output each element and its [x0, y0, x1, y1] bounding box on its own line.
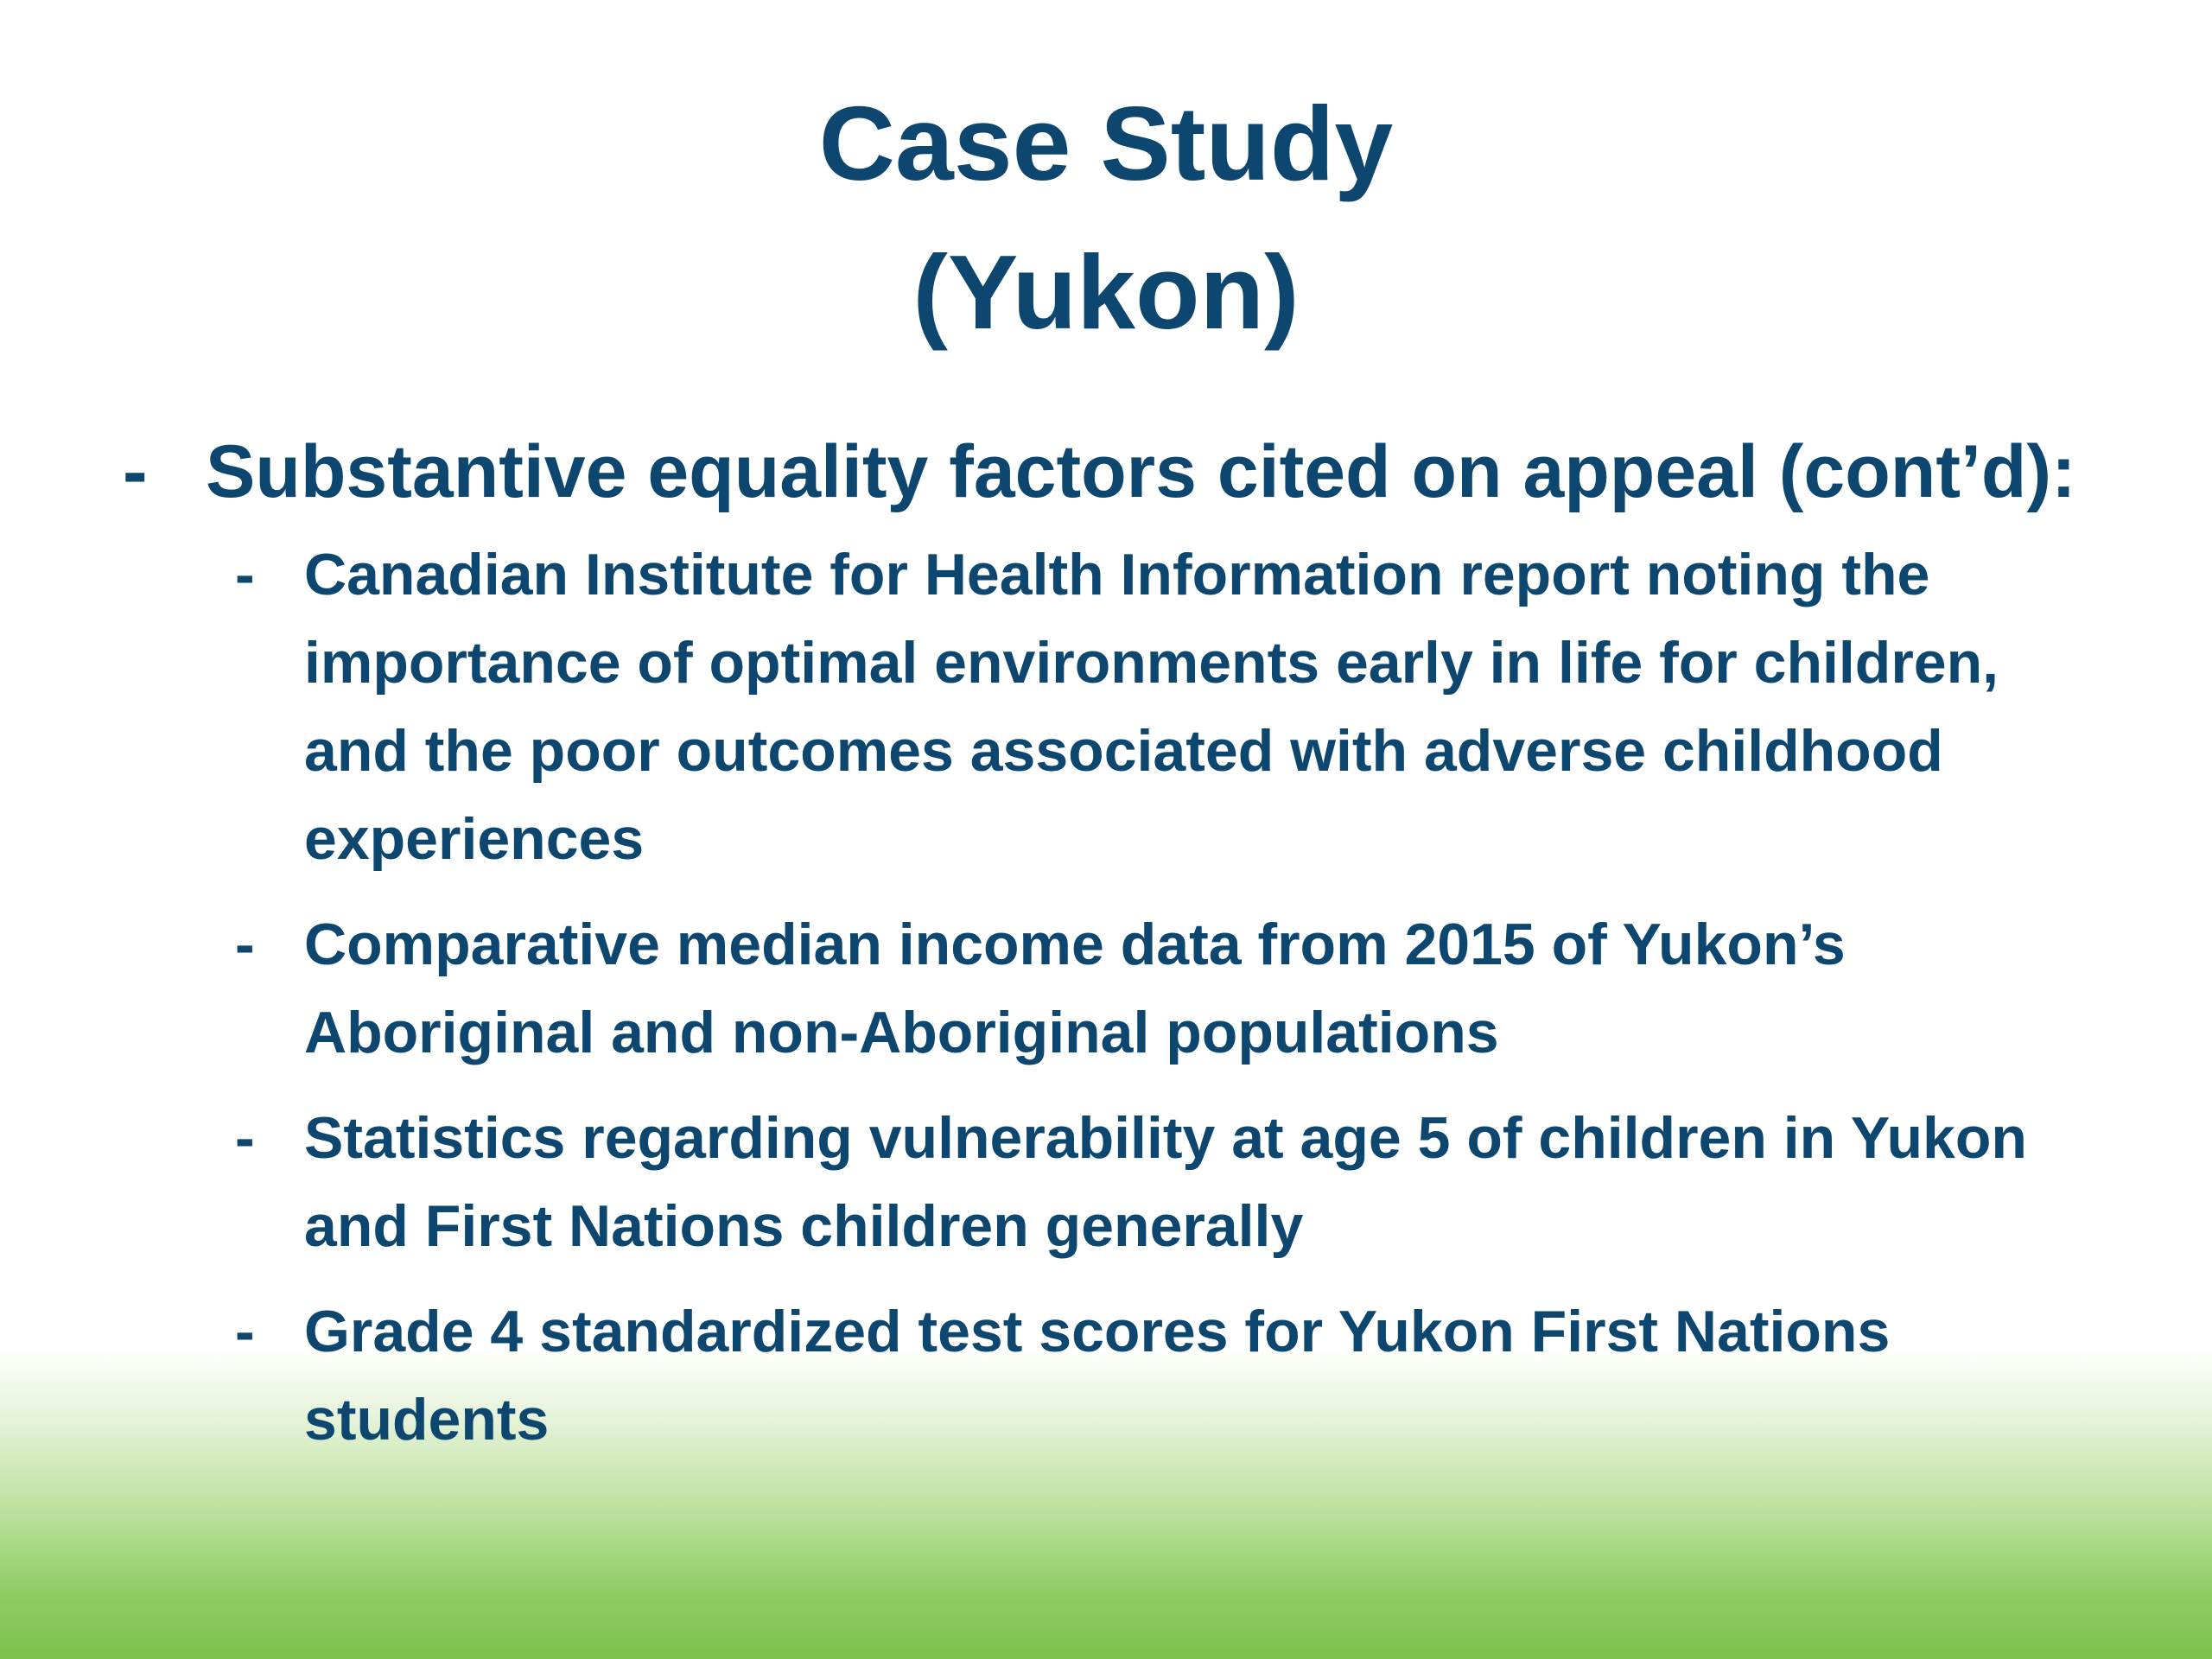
sub-bullet-text: Statistics regarding vulnerability at age 5 of children in Yukon and First Nations children generally — [304, 1105, 2027, 1259]
bullet-dash: - — [235, 1299, 255, 1364]
sub-bullet-text: Canadian Institute for Health Information report noting the importance of optimal environments early in life for children, and the poor outcomes associated with adverse childhood experiences — [304, 542, 1999, 872]
slide-title — [0, 69, 2212, 366]
sub-bullet-text: Comparative median income data from 2015 of Yukon’s Aboriginal and non-Aboriginal populations — [304, 912, 1846, 1065]
main-bullet-text: Substantive equality factors cited on appeal (cont’d): — [206, 430, 2076, 513]
sub-bullet-2 — [0, 900, 2212, 1077]
title-line-1: Case Study — [818, 85, 1394, 202]
sub-bullet-text: Grade 4 standardized test scores for Yukon First Nations students — [304, 1299, 1891, 1452]
sub-bullet-3 — [0, 1094, 2212, 1270]
sub-bullet-4 — [0, 1287, 2212, 1464]
bullet-list — [0, 423, 2212, 1481]
bullet-dash: - — [235, 542, 255, 607]
title-line-2: (Yukon) — [912, 233, 1300, 351]
bullet-dash: - — [235, 1105, 255, 1171]
bullet-dash: - — [123, 430, 148, 513]
sub-bullet-1 — [0, 531, 2212, 883]
bullet-dash: - — [235, 912, 255, 977]
main-bullet — [0, 423, 2212, 520]
